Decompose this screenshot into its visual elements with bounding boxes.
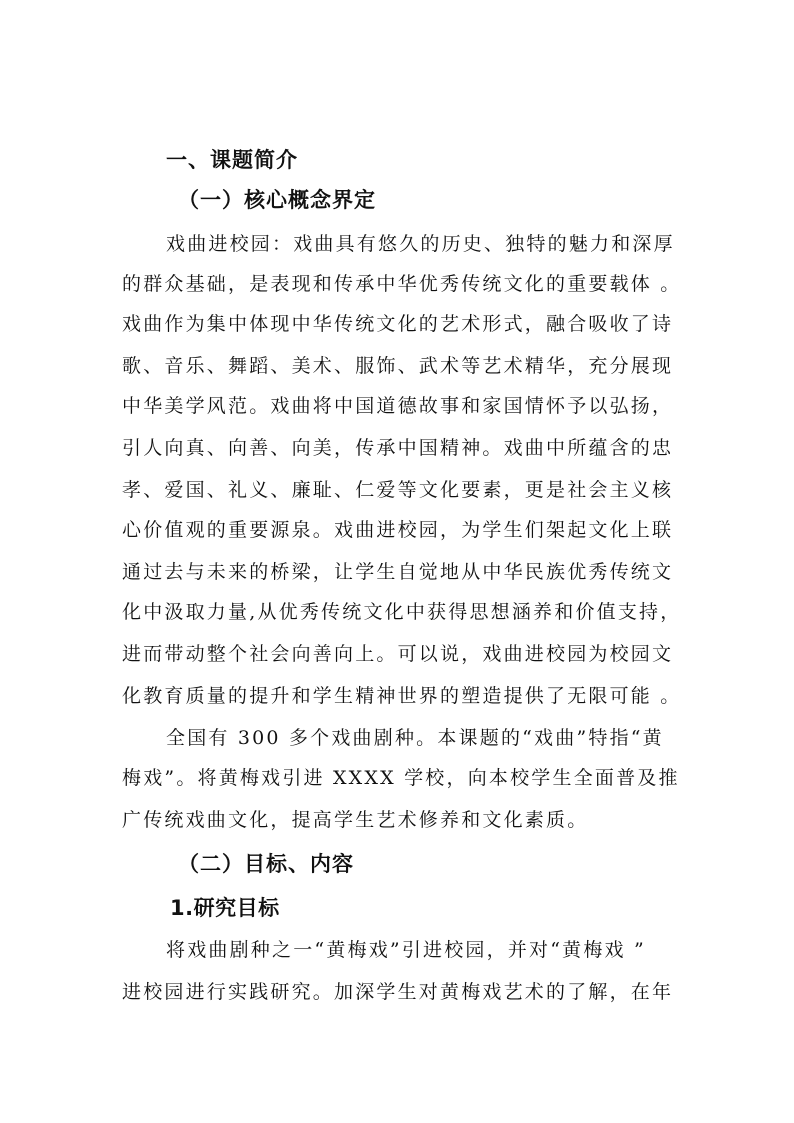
- paragraph-line: 化教育质量的提升和学生精神世界的塑造提供了无限可能 。: [122, 685, 682, 707]
- subsection-heading-core-concepts: （一）核心概念界定: [178, 188, 376, 212]
- paragraph-line: 全国有 300 多个戏曲剧种。本课题的“戏曲”特指“黄: [166, 727, 664, 749]
- paragraph-line: 通过去与未来的桥梁，让学生自觉地从中华民族优秀传统文: [122, 561, 674, 583]
- paragraph-line: 梅戏”。将黄梅戏引进 XXXX 学校，向本校学生全面普及推: [122, 767, 680, 789]
- paragraph-line: 心价值观的重要源泉。戏曲进校园，为学生们架起文化上联: [122, 519, 674, 541]
- paragraph-line: 将戏曲剧种之一“黄梅戏”引进校园，并对“黄梅戏 ”: [166, 939, 646, 961]
- paragraph-line: 进而带动整个社会向善向上。可以说，戏曲进校园为校园文: [122, 643, 674, 665]
- subsection-heading-goals-content: （二）目标、内容: [178, 852, 354, 876]
- subsubsection-heading-research-goals: 1.研究目标: [170, 896, 280, 920]
- paragraph-line: 戏曲进校园：戏曲具有悠久的历史、独特的魅力和深厚: [166, 233, 675, 255]
- paragraph-line: 歌、音乐、舞蹈、美术、服饰、武术等艺术精华，充分展现: [122, 355, 674, 377]
- paragraph-line: 的群众基础，是表现和传承中华优秀传统文化的重要载体 。: [122, 273, 682, 295]
- section-heading-introduction: 一、课题简介: [166, 148, 298, 172]
- paragraph-line: 孝、爱国、礼义、廉耻、仁爱等文化要素，更是社会主义核: [122, 479, 674, 501]
- paragraph-line: 广传统戏曲文化，提高学生艺术修养和文化素质。: [122, 809, 589, 831]
- paragraph-line: 中华美学风范。戏曲将中国道德故事和家国情怀予以弘扬，: [122, 395, 674, 417]
- paragraph-line: 引人向真、向善、向美，传承中国精神。戏曲中所蕴含的忠: [122, 437, 674, 459]
- paragraph-line: 化中汲取力量,从优秀传统文化中获得思想涵养和价值支持，: [122, 601, 682, 623]
- paragraph-line: 进校园进行实践研究。加深学生对黄梅戏艺术的了解，在年: [122, 981, 674, 1003]
- paragraph-line: 戏曲作为集中体现中华传统文化的艺术形式，融合吸收了诗: [122, 313, 674, 335]
